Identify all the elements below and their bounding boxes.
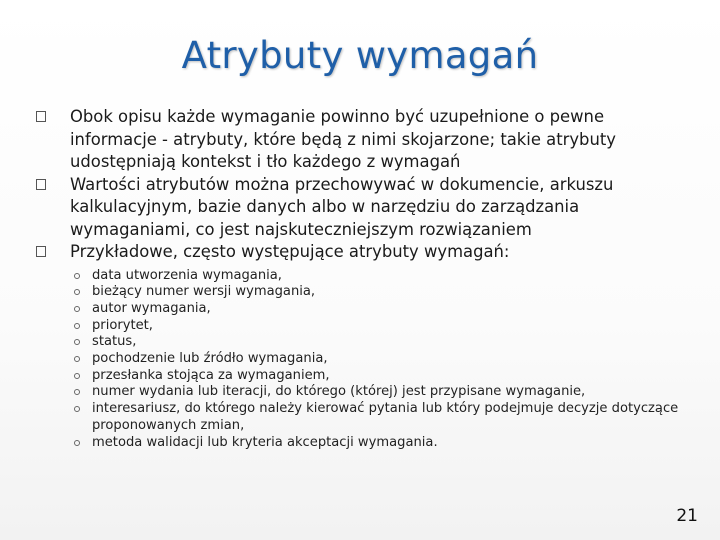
circle-bullet-icon [74,323,80,329]
sub-bullet-item [70,301,696,318]
sub-bullet-item [70,284,696,301]
sub-bullet-text: numer wydania lub iteracji, do którego (której) jest przypisane wymaganie, [92,384,586,400]
square-bullet-icon [36,111,46,122]
bullet-list [36,106,696,451]
bullet-item [36,241,696,451]
sub-bullet-item [70,368,696,385]
square-bullet-icon [36,179,46,190]
sub-bullet-item [70,351,696,368]
bullet-item [36,174,696,242]
circle-bullet-icon [74,356,80,362]
sub-bullet-text: pochodzenie lub źródło wymagania, [92,351,328,367]
sub-bullet-text: przesłanka stojąca za wymaganiem, [92,367,330,383]
circle-bullet-icon [74,440,80,446]
slide-title: Atrybuty wymagań [181,34,539,77]
bullet-text: Przykładowe, często występujące atrybuty wymagań: [70,242,510,261]
sub-bullet-text: interesariusz, do którego należy kierować pytania lub który podejmuje decyzje dotyczące proponowanych zmian, [92,401,679,433]
circle-bullet-icon [74,406,80,412]
bullet-text: Wartości atrybutów można przechowywać w dokumencie, arkuszu kalkulacyjnym, bazie danych albo w narzędziu do zarządzania wymaganiami, co jest najskuteczniejszym rozwiązaniem [70,174,614,239]
circle-bullet-icon [74,373,80,379]
sub-bullet-item [70,334,696,351]
bullet-item [36,106,696,174]
sub-bullet-item [70,401,696,434]
sub-bullet-item [70,318,696,335]
circle-bullet-icon [74,306,80,312]
circle-bullet-icon [74,389,80,395]
square-bullet-icon [36,246,46,257]
sub-bullet-text: bieżący numer wersji wymagania, [92,284,316,300]
circle-bullet-icon [74,289,80,295]
sub-bullet-list [70,268,696,452]
circle-bullet-icon [74,339,80,345]
sub-bullet-text: autor wymagania, [92,300,211,316]
sub-bullet-text: priorytet, [92,317,153,333]
bullet-text: Obok opisu każde wymaganie powinno być uzupełnione o pewne informacje - atrybuty, które będą z nimi skojarzone; takie atrybuty udostępniają kontekst i tło każdego z wymagań [70,107,616,171]
sub-bullet-text: metoda walidacji lub kryteria akceptacji wymagania. [92,434,438,450]
sub-bullet-item [70,435,696,452]
sub-bullet-item [70,384,696,401]
sub-bullet-item [70,268,696,285]
page-number: 21 [676,506,698,526]
sub-bullet-text: data utworzenia wymagania, [92,267,282,283]
sub-bullet-text: status, [92,334,137,350]
circle-bullet-icon [74,273,80,279]
